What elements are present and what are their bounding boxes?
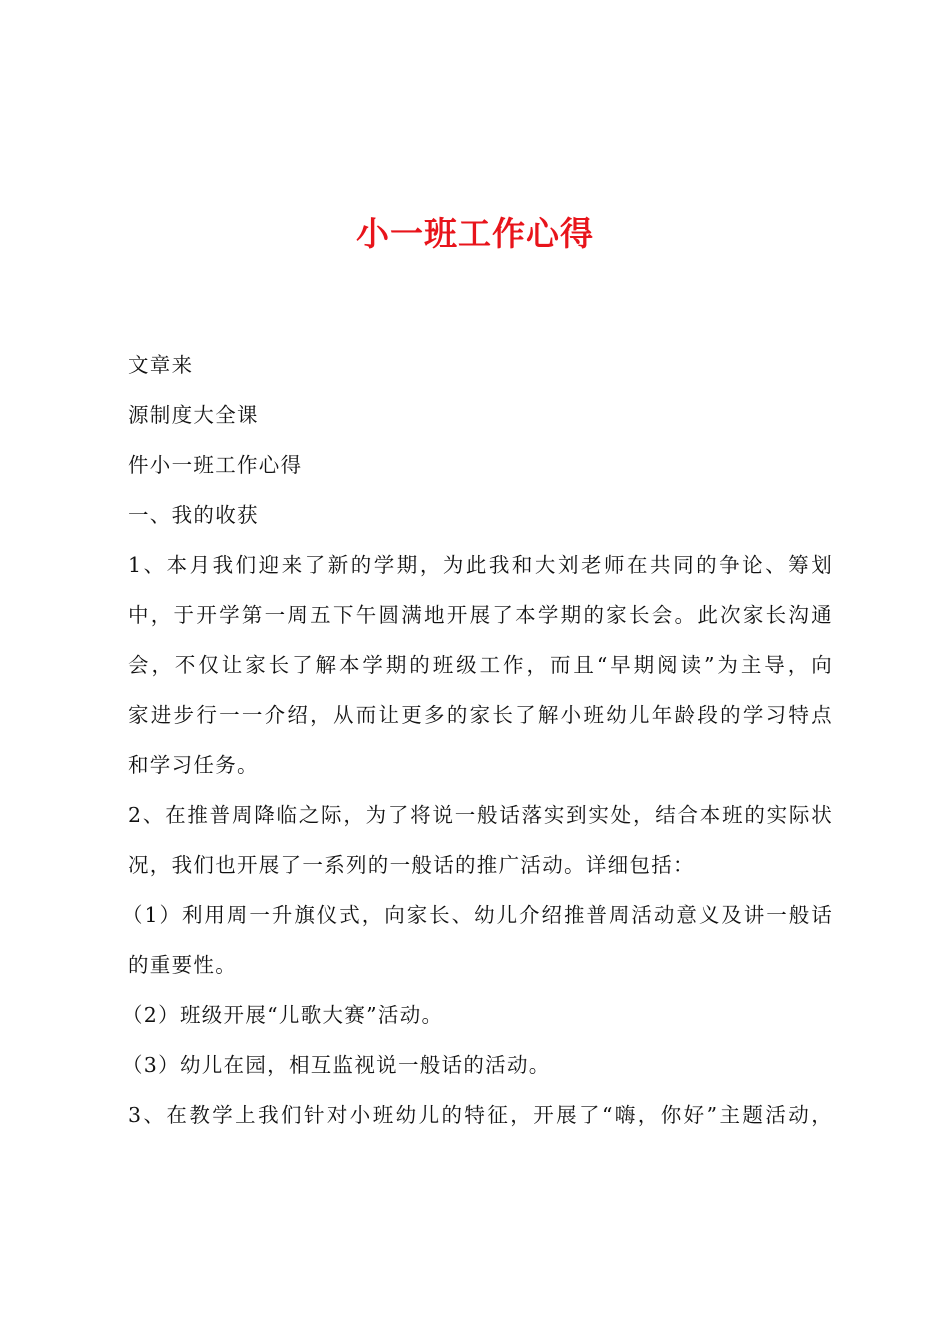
section-heading: 一、我的收获 xyxy=(128,503,259,527)
document-title: 小一班工作心得 xyxy=(356,214,594,253)
text-line: （1）利用周一升旗仪式，向家长、幼儿介绍推普周活动意义及讲一般话 xyxy=(122,903,833,927)
text-line: 的重要性。 xyxy=(128,953,237,977)
text-line: 和学习任务。 xyxy=(128,753,259,777)
text-line: 家进步行一一介绍，从而让更多的家长了解小班幼儿年龄段的学习特点 xyxy=(128,703,833,727)
text-line: 中，于开学第一周五下午圆满地开展了本学期的家长会。此次家长沟通 xyxy=(128,603,833,627)
text-line: 源制度大全课 xyxy=(128,403,259,427)
text-line: 文章来 xyxy=(128,353,194,377)
text-line: 1、本月我们迎来了新的学期，为此我和大刘老师在共同的争论、筹划 xyxy=(128,553,833,577)
text-line: （3）幼儿在园，相互监视说一般话的活动。 xyxy=(122,1053,551,1077)
document-body xyxy=(122,340,833,1140)
text-line: 2、在推普周降临之际，为了将说一般话落实到实处，结合本班的实际状 xyxy=(128,803,833,827)
text-line: （2）班级开展“儿歌大赛”活动。 xyxy=(122,1003,444,1027)
text-line: 3、在教学上我们针对小班幼儿的特征，开展了“嗨，你好”主题活动， xyxy=(128,1103,833,1127)
text-line: 况，我们也开展了一系列的一般话的推广活动。详细包括： xyxy=(128,853,695,877)
text-line: 会，不仅让家长了解本学期的班级工作，而且“早期阅读”为主导，向 xyxy=(128,653,833,677)
text-line: 件小一班工作心得 xyxy=(128,453,303,477)
